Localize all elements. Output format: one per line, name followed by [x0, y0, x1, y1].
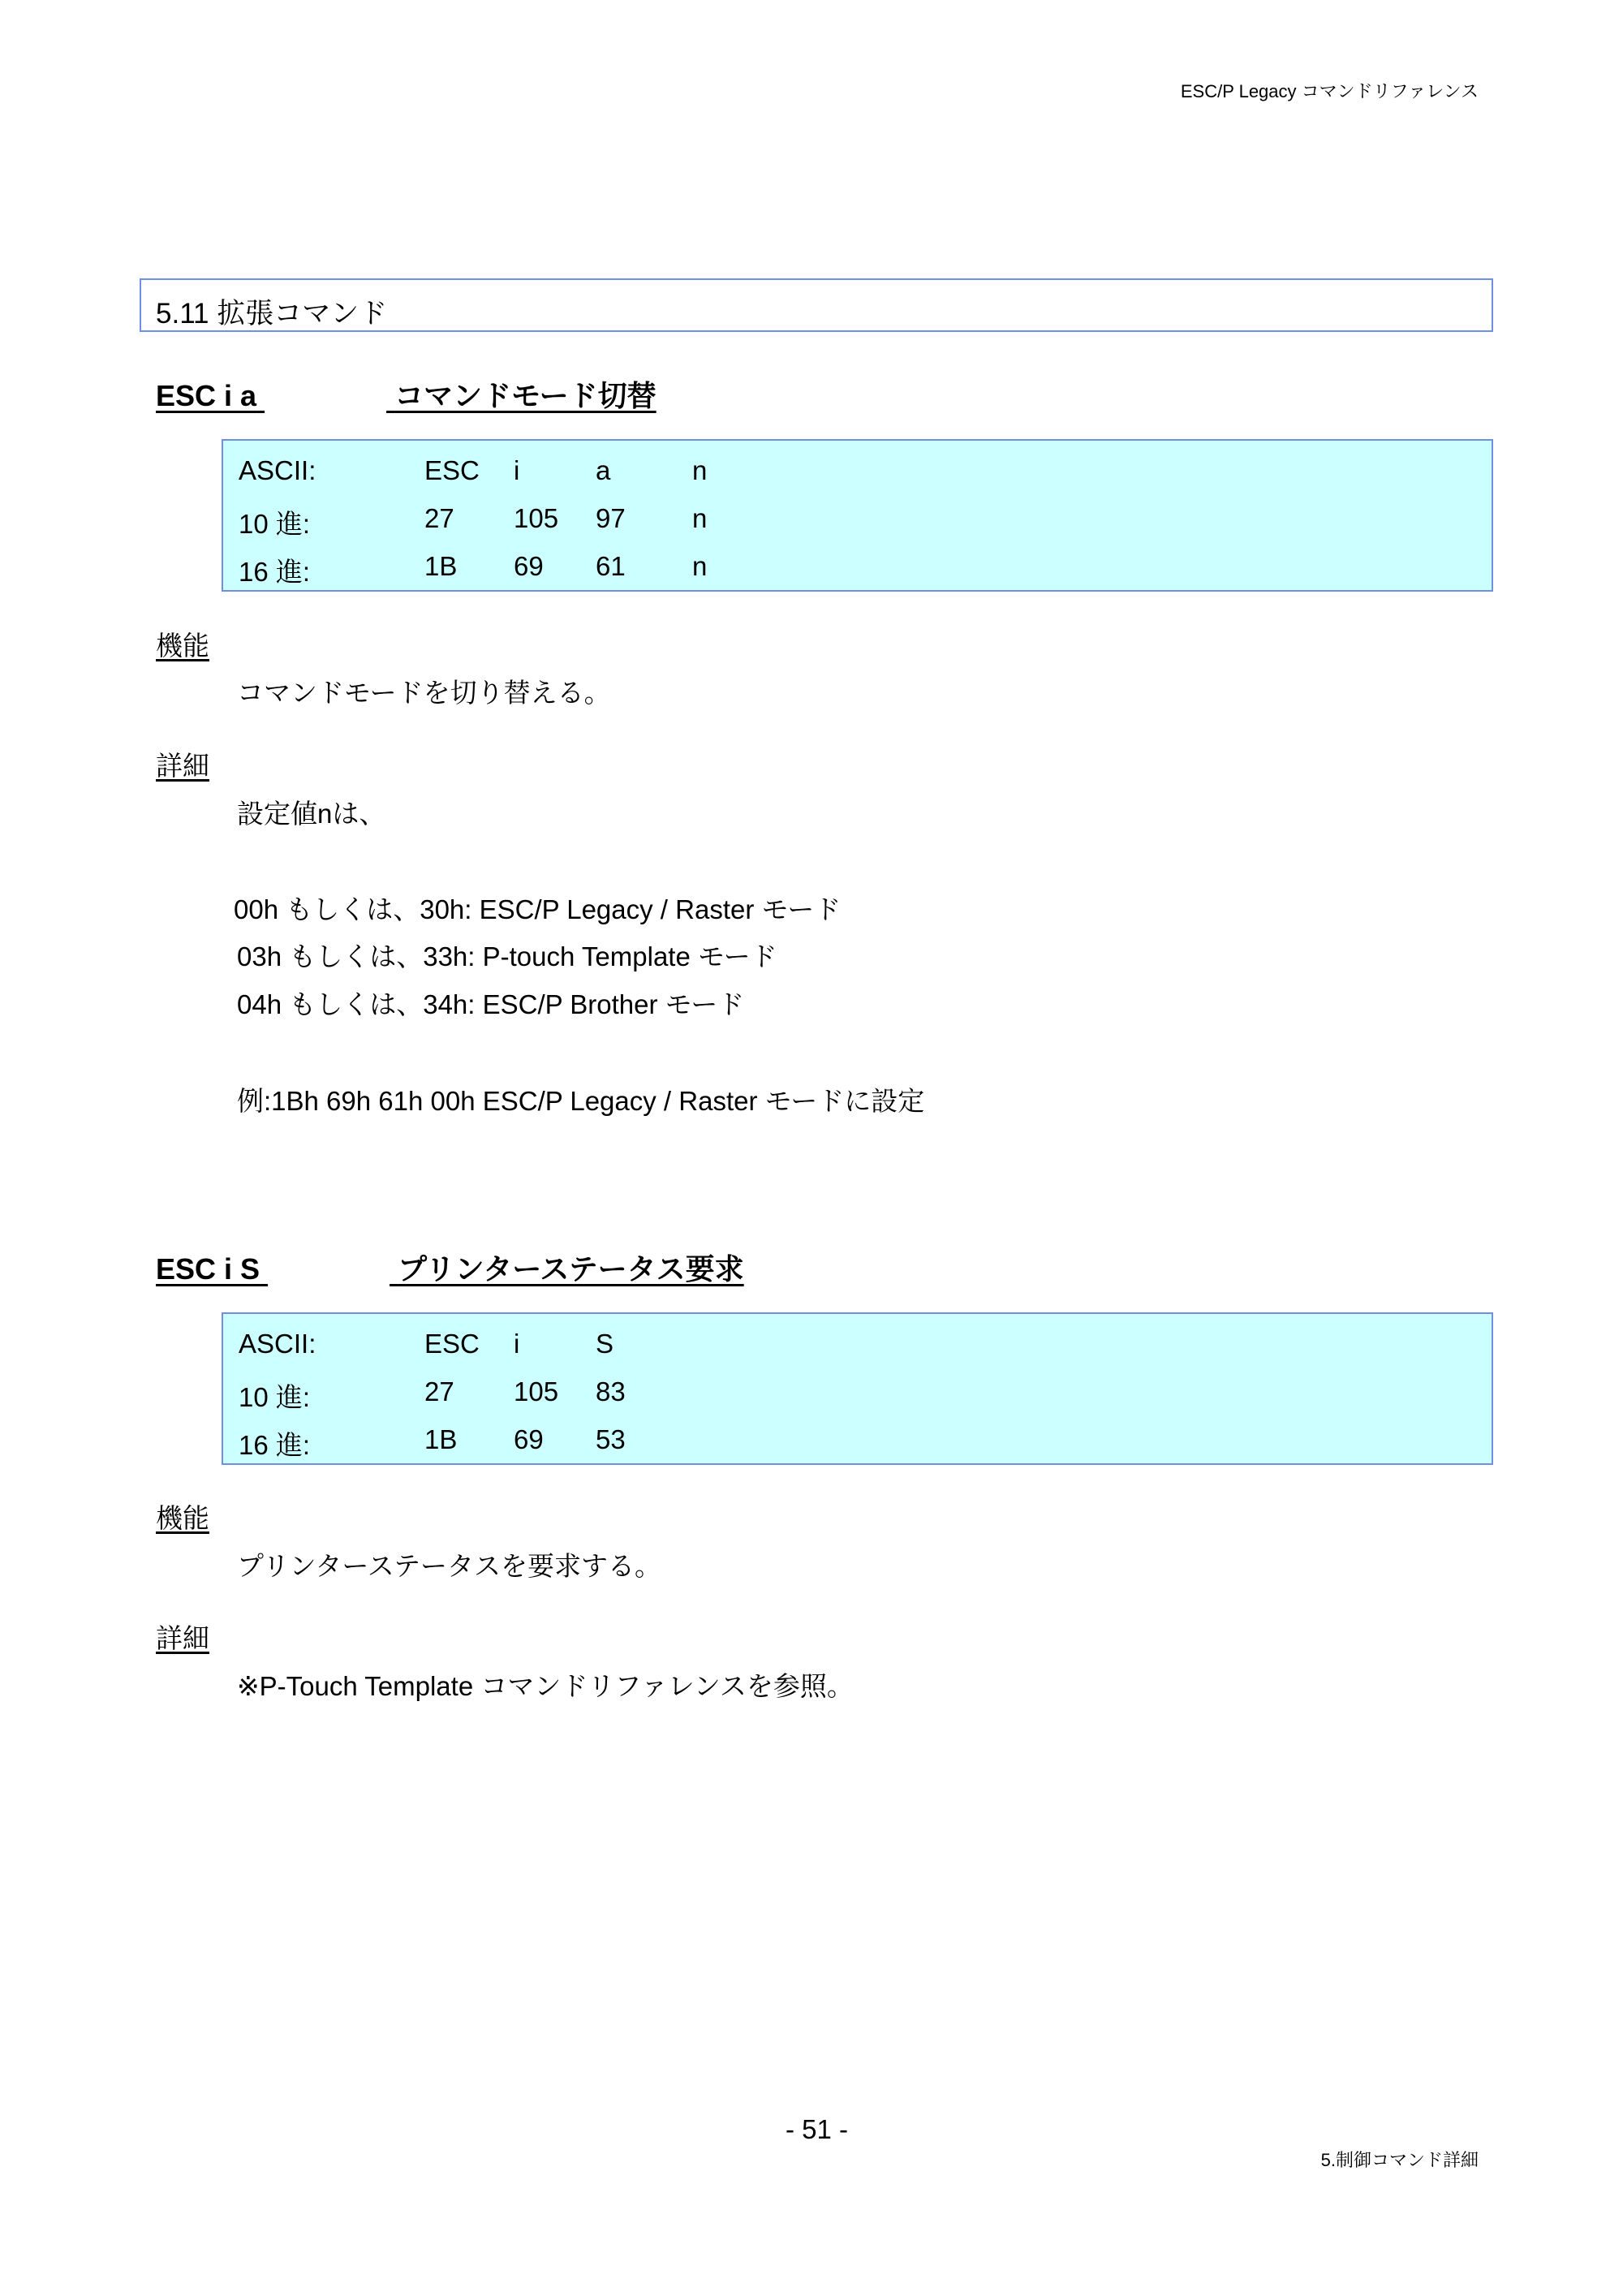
page-header-title: ESC/P Legacy コマンドリファレンス — [1180, 81, 1479, 101]
function-text: プリンターステータスを要求する。 — [237, 1551, 662, 1581]
detail-line: 04h もしくは、34h: ESC/P Brother モード — [237, 989, 745, 1019]
detail-label: 詳細 — [156, 1623, 209, 1653]
command-name: プリンターステータス要求 — [398, 1252, 744, 1286]
detail-label: 詳細 — [156, 751, 209, 781]
page-number: - 51 - — [786, 2114, 849, 2144]
command-code-table: ASCII: ESC i a n 10 進: 27 105 97 n 16 進: 1B 69 61 n — [222, 439, 1493, 592]
command-name: コマンドモード切替 — [394, 379, 657, 412]
command-code: ESC i a — [156, 379, 257, 412]
footer-chapter: 5.制御コマンド詳細 — [1320, 2150, 1479, 2170]
detail-line: 03h もしくは、33h: P-touch Template モード — [237, 941, 777, 971]
function-label: 機能 — [156, 631, 209, 661]
command-heading-esc-i-s — [156, 1247, 744, 1288]
function-label: 機能 — [156, 1503, 209, 1533]
detail-line: 00h もしくは、30h: ESC/P Legacy / Raster モード — [234, 894, 842, 924]
detail-line: ※P-Touch Template コマンドリファレンスを参照。 — [237, 1671, 854, 1701]
function-text: コマンドモードを切り替える。 — [237, 678, 611, 708]
command-code-table: ASCII: ESC i S 10 進: 27 105 83 16 進: 1B 69 53 — [222, 1312, 1493, 1465]
section-title-box — [140, 278, 1493, 332]
detail-line: 設定値nは、 — [237, 799, 386, 829]
detail-line: 例:1Bh 69h 61h 00h ESC/P Legacy / Raster モードに設定 — [237, 1086, 925, 1116]
section-title: 5.11 拡張コマンド — [156, 298, 388, 330]
command-heading-esc-i-a — [156, 373, 657, 415]
command-code: ESC i S — [156, 1252, 260, 1286]
